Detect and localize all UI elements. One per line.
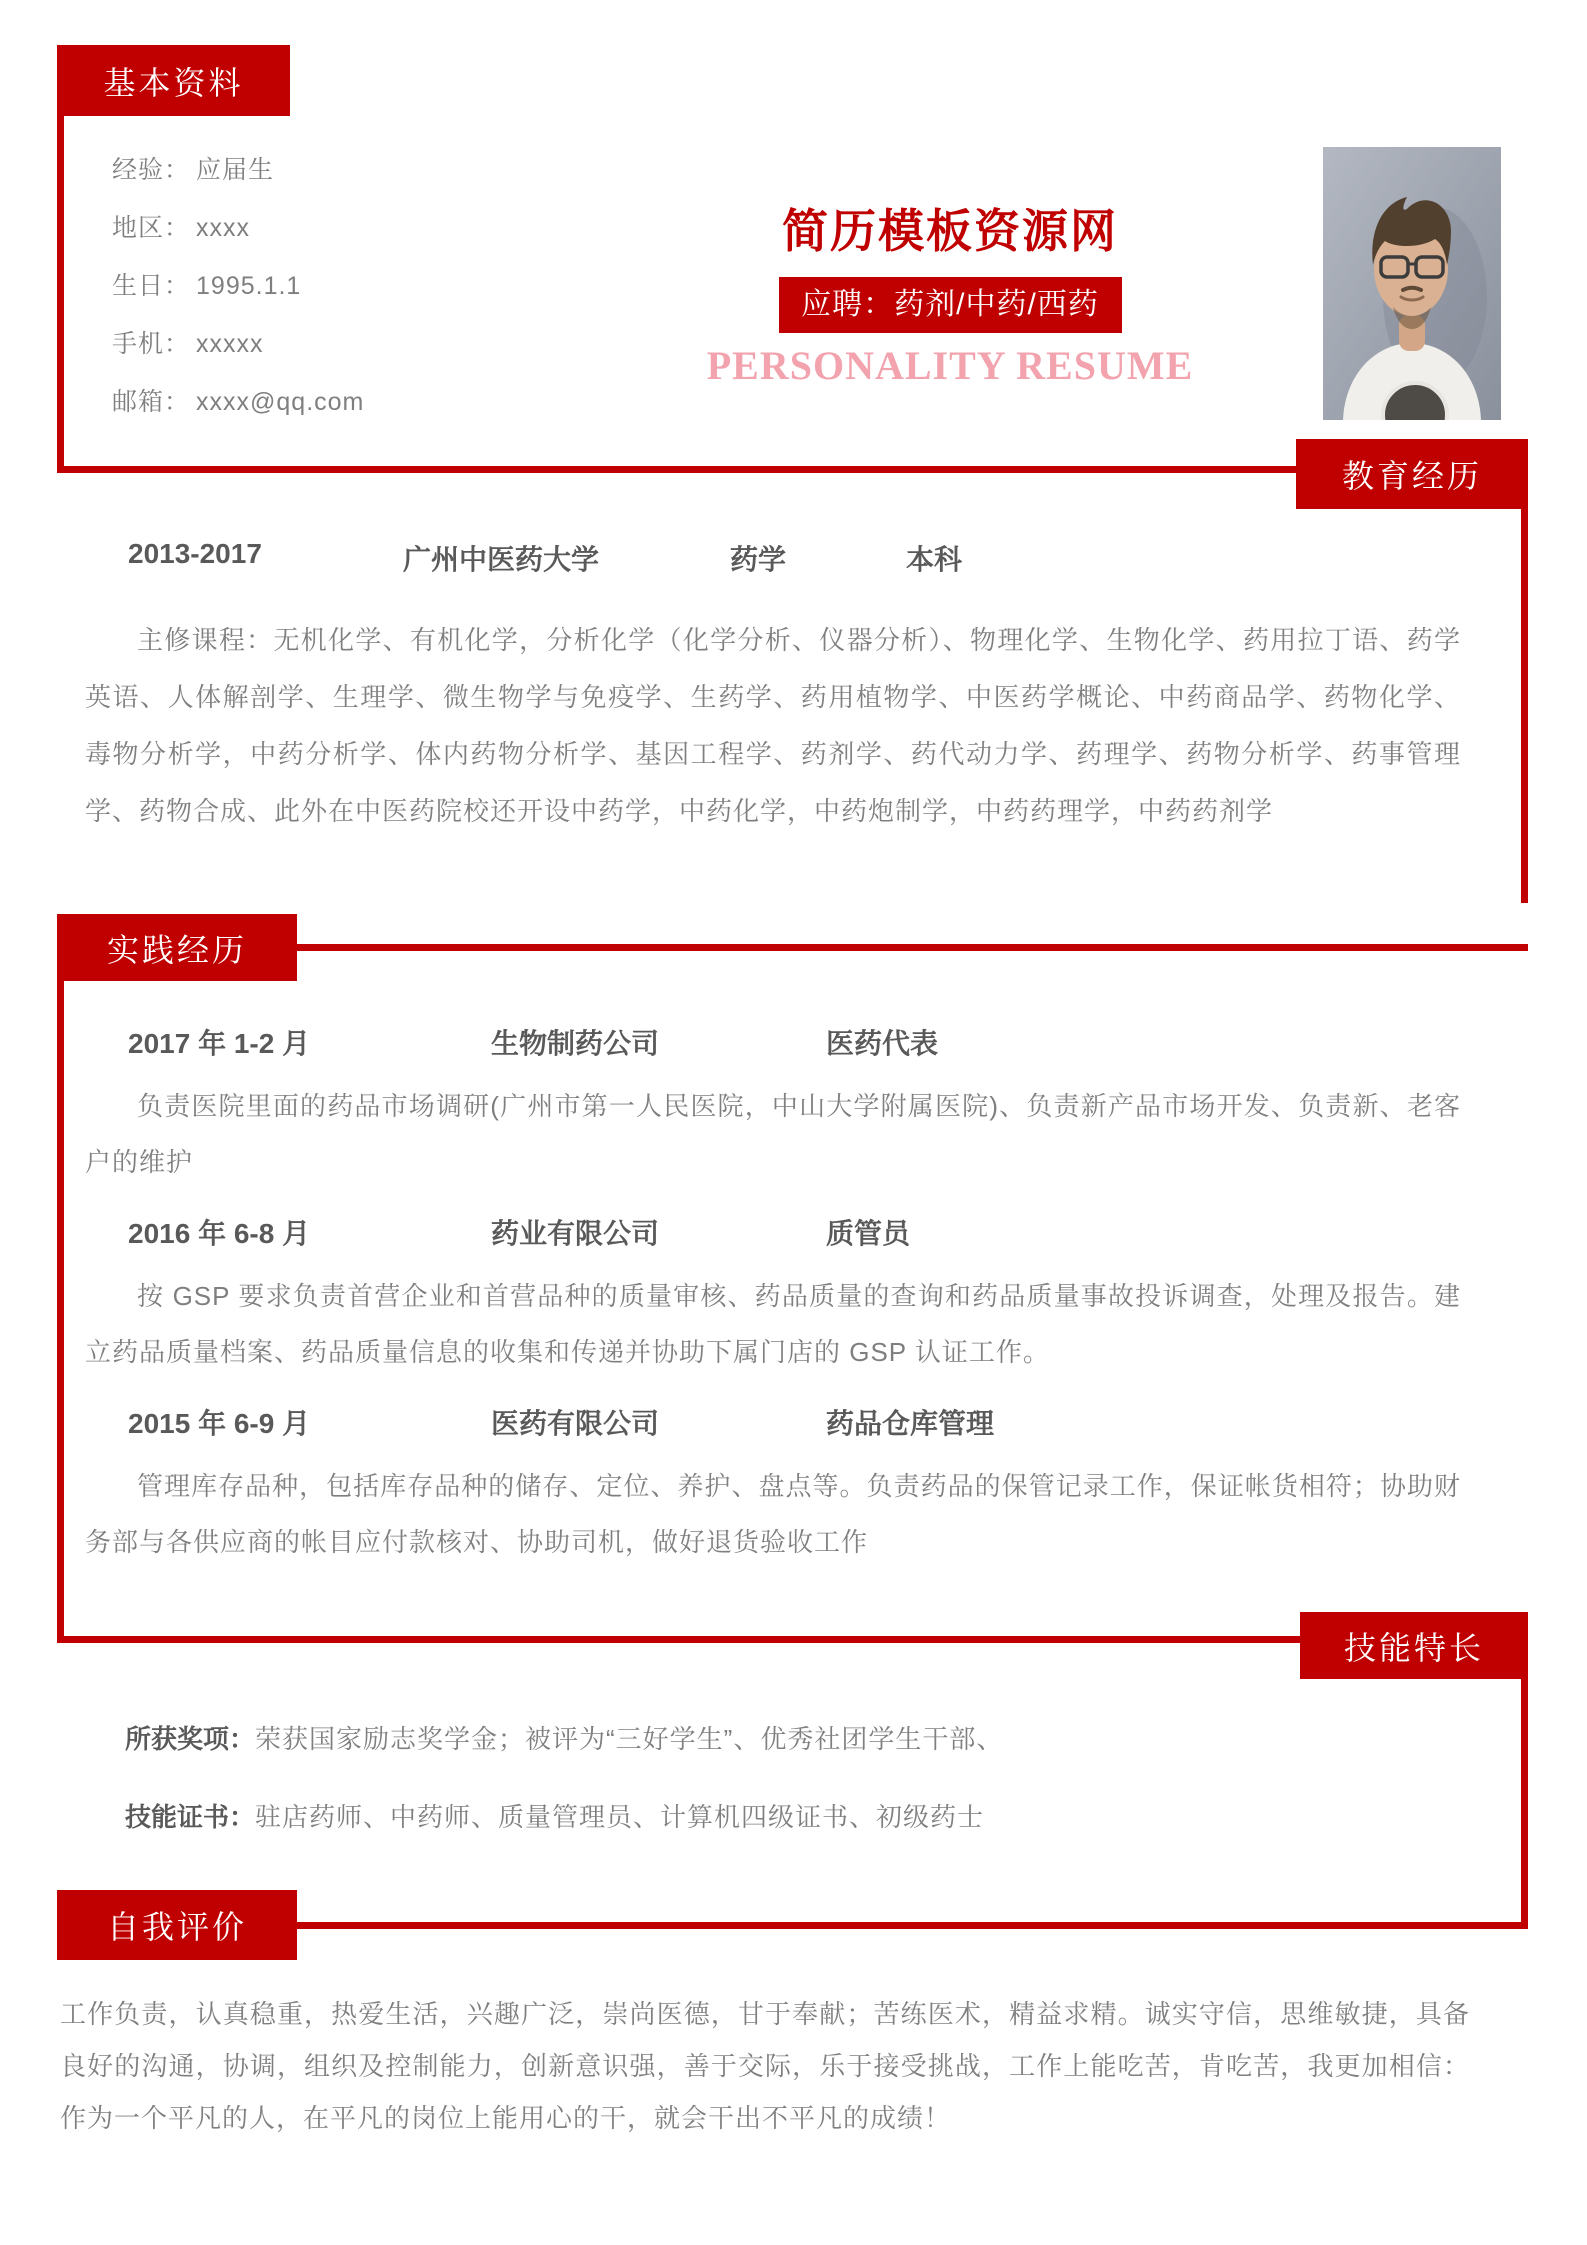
practice-section-body	[85, 1008, 1461, 1592]
section-tab-basic-info: 基本资料	[57, 45, 290, 116]
basic-info-list	[112, 141, 364, 431]
experience-role: 质管员	[826, 1218, 911, 1249]
region-value: xxxx	[196, 214, 251, 242]
section-tab-education: 教育经历	[1296, 439, 1528, 509]
awards-value: 荣获国家励志奖学金；被评为“三好学生”、优秀社团学生干部、	[255, 1724, 1004, 1754]
education-school: 广州中医药大学	[403, 544, 600, 575]
birthday-label: 生日：	[112, 272, 191, 300]
apply-position-banner: 应聘：药剂/中药/西药	[779, 277, 1122, 333]
education-degree-row	[128, 538, 962, 578]
birthday-value: 1995.1.1	[196, 272, 302, 300]
education-courses-paragraph: 主修课程：无机化学、有机化学，分析化学（化学分析、仪器分析）、物理化学、生物化学、药用拉丁语、药学英语、人体解剖学、生理学、微生物学与免疫学、生药学、药用植物学、中医药学概论、中药商品学、药物化学、毒物分析学，中药分析学、体内药物分析学、基因工程学、药剂学、药代动力学、药理学、药物分析学、药事管理学、药物合成、此外在中医药院校还开设中药学，中药化学，中药炮制学，中药药理学，中药药剂学	[85, 625, 1461, 826]
education-box-right-border	[1521, 509, 1528, 903]
experience-company: 医药有限公司	[491, 1408, 660, 1439]
experience-company: 生物制药公司	[491, 1028, 660, 1059]
portrait-illustration	[1323, 147, 1501, 420]
experience-row	[85, 1022, 1461, 1062]
section-tab-practice: 实践经历	[57, 914, 297, 981]
basic-info-row-experience	[112, 141, 364, 199]
section-tab-skills: 技能特长	[1300, 1612, 1528, 1679]
basic-box-bottom-border	[57, 466, 1296, 473]
practice-box-left-border	[57, 981, 64, 1643]
experience-label: 经验：	[112, 156, 191, 184]
education-degree: 本科	[906, 544, 963, 575]
self-evaluation-box-top-line	[297, 1922, 1528, 1929]
certificates-label: 技能证书：	[125, 1802, 256, 1832]
awards-label: 所获奖项：	[125, 1724, 256, 1754]
email-value: xxxx@qq.com	[196, 388, 365, 416]
awards-line	[125, 1722, 1470, 1756]
experience-description: 负责医院里面的药品市场调研(广州市第一人民医院，中山大学附属医院)、负责新产品市场开发、负责新、老客户的维护	[85, 1091, 1461, 1177]
basic-info-row-phone	[112, 315, 364, 373]
experience-date: 2015 年 6-9 月	[128, 1408, 311, 1439]
skills-box-right-border	[1521, 1679, 1528, 1929]
education-major: 药学	[730, 544, 787, 575]
experience-value: 应届生	[196, 156, 275, 184]
experience-date: 2016 年 6-8 月	[128, 1218, 311, 1249]
section-tab-self-evaluation: 自我评价	[57, 1890, 297, 1960]
practice-box-top-line	[297, 944, 1528, 951]
experience-row	[85, 1212, 1461, 1252]
english-subtitle: PERSONALITY RESUME	[706, 343, 1194, 388]
phone-label: 手机：	[112, 330, 191, 358]
certificates-line	[125, 1800, 1470, 1834]
experience-description: 按 GSP 要求负责首营企业和首营品种的质量审核、药品质量的查询和药品质量事故投诉调查，处理及报告。建立药品质量档案、药品质量信息的收集和传递并协助下属门店的 GSP 认证工作。	[85, 1281, 1461, 1367]
experience-company: 药业有限公司	[491, 1218, 660, 1249]
skills-section-body	[125, 1722, 1470, 1834]
site-title: 简历模板资源网	[782, 205, 1118, 257]
experience-row	[85, 1402, 1461, 1442]
experience-date: 2017 年 1-2 月	[128, 1028, 311, 1059]
email-label: 邮箱：	[112, 388, 191, 416]
basic-info-row-email	[112, 373, 364, 431]
basic-box-left-border	[57, 116, 64, 473]
practice-box-bottom-border	[57, 1636, 1304, 1643]
self-evaluation-paragraph: 工作负责，认真稳重，热爱生活，兴趣广泛，崇尚医德，甘于奉献；苦练医术，精益求精。诚实守信，思维敏捷，具备良好的沟通，协调，组织及控制能力，创新意识强，善于交际，乐于接受挑战，工作上能吃苦，肯吃苦，我更加相信：作为一个平凡的人，在平凡的岗位上能用心的干，就会干出不平凡的成绩！	[60, 1999, 1470, 2133]
phone-value: xxxxx	[196, 330, 264, 358]
profile-photo	[1323, 147, 1501, 420]
experience-role: 药品仓库管理	[826, 1408, 995, 1439]
certificates-value: 驻店药师、中药师、质量管理员、计算机四级证书、初级药士	[255, 1802, 985, 1832]
experience-description: 管理库存品种，包括库存品种的储存、定位、养护、盘点等。负责药品的保管记录工作，保证帐货相符；协助财务部与各供应商的帐目应付款核对、协助司机，做好退货验收工作	[85, 1471, 1461, 1557]
experience-role: 医药代表	[826, 1028, 939, 1059]
region-label: 地区：	[112, 214, 191, 242]
basic-info-row-region	[112, 199, 364, 257]
education-period: 2013-2017	[128, 538, 262, 569]
header-center-block	[650, 205, 1250, 387]
basic-info-row-birthday	[112, 257, 364, 315]
